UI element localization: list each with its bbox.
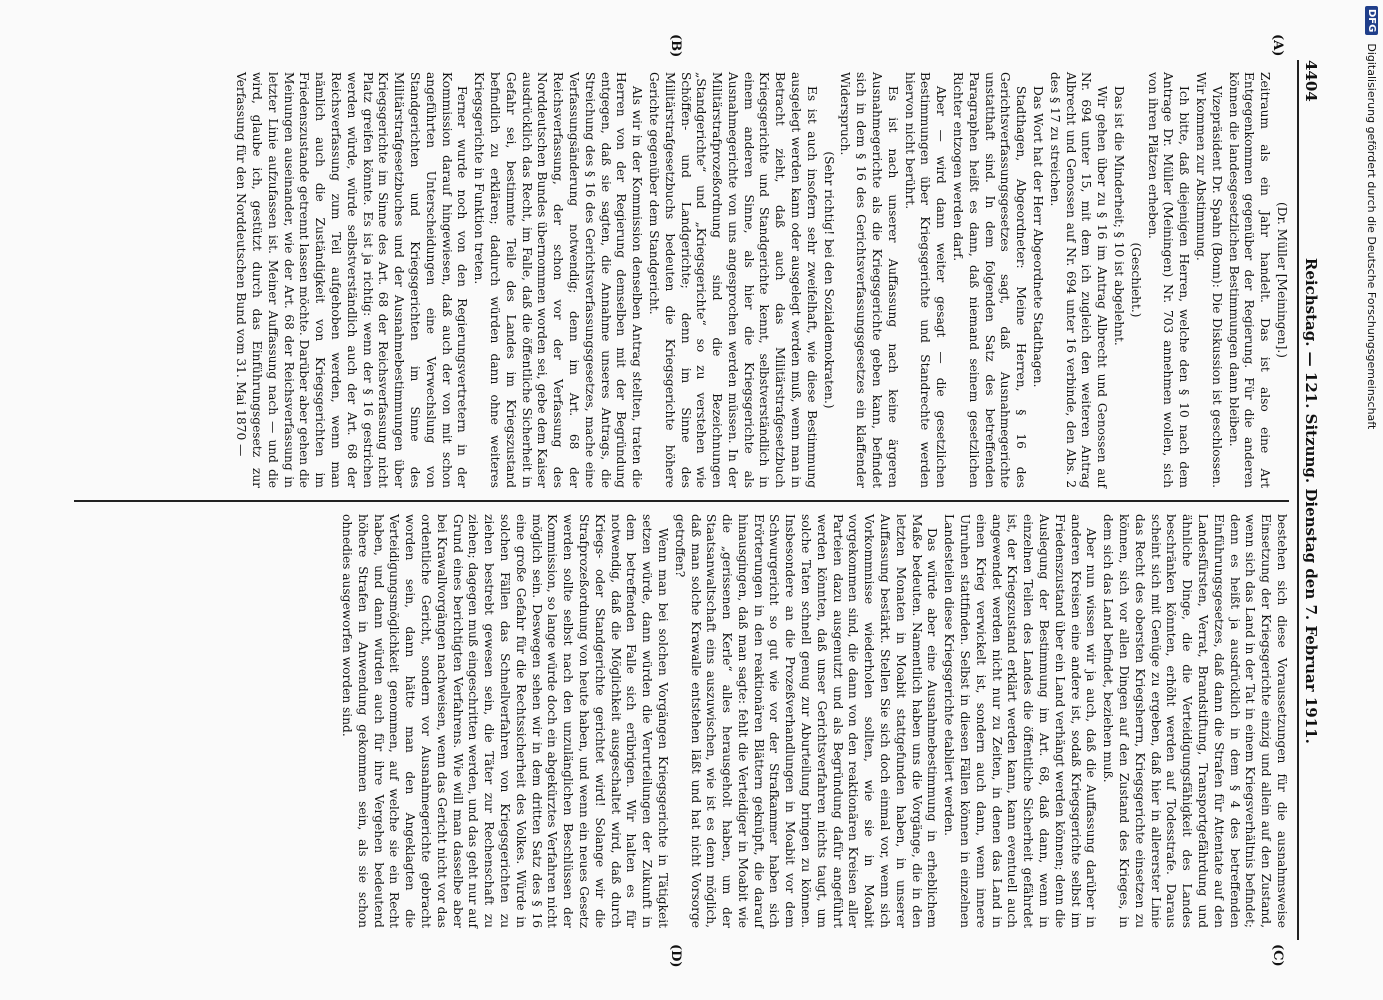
credit-text: Digitalisierung gefördert durch die Deutsche Forschungsgemeinschaft [1365,43,1379,430]
paragraph: Ferner wurde noch von den Regierungsvertretern in der Kommission darauf hingewiesen, daß auch der von mit schon angeführten Unterscheidungen eine Verwechslung von Standgerichten und Kriegsgerichten im Sinne des Militärstrafgesetzbuches und der Ausnahmebestimmungen über Kriegsgerichte im Sinne des Art. 68 der Reichsverfassung nicht Platz greifen könnte. Es ist ja richtig: wenn der § 16 gestrichen werden würde, würde selbstverständlich auch der Art. 68 der Reichsverfassung zum Teil aufgehoben werden, wenn man nämlich auch die Zuständigkeit von Kriegsgerichten im Friedenszustande getrennt lassen möchte. Darüber aber gehen die Meinungen auseinander, wie der Art. 68 der Reichsverfassung in letzter Linie aufzufassen ist. Meiner Auffassung nach — und die wird, glaube ich, gestützt durch das Einführungsgesetz zur Verfassung für den Norddeutschen Bund vom 31. Mai 1870 — [234,72,470,488]
paragraph: Aber nun wissen wir ja auch, daß die Auffassung darüber in anderen Kreisen eine andere ist, sodaß Kriegsgerichte selbst im Friedenszustand über ein Land verhängt werden können; denn die Auslegung der Bestimmung im Art. 68, daß dann, wenn in einzelnen Teilen des Landes die öffentliche Sicherheit gefährdet ist, der Kriegszustand erklärt werden kann, kann eventuell auch angewendet werden nicht nur zu Zeiten, in denen das Land in einen Krieg verwickelt ist, sondern auch dann, wenn innere Unruhen stattfinden. Selbst in diesen Fällen können in einzelnen Landesteilen diese Kriegsgerichte etabliert werden. [942,514,1099,928]
paragraph: Zeitraum als ein Jahr handelt. Das ist also eine Art Entgegenkommen gegenüber der Regierung. Für die anderen können die landesgesetzlichen Bestimmungen dann bleiben. [1226,72,1273,488]
margin-marker-a: (A) [1270,34,1285,57]
stage-direction: (Sehr richtig! bei den Sozialdemokraten.) [821,151,836,409]
paragraph: Es ist auch insofern sehr zweifelhaft, wie diese Bestimmung ausgelegt werden kann oder ausgelegt werden muß, wenn man in Betracht zieht, daß auch das Militärstrafgesetzbuch Kriegsgerichte und Standgerichte kennt, selbstverständlich in einem anderen Sinne, als hier die Kriegsgerichte als Ausnahmegerichte von uns angesprochen werden müssen. In der Militärstrafprozeßordnung sind die Bezeichnungen „Standgerichte“ und „Kriegsgerichte“ so zu verstehen wie Schöffen- und Landgerichte; denn im Sinne des Militärstrafgesetzbuchs bedeuten die Kriegsgerichte höhere Gerichte gegenüber dem Standgericht. [646,72,819,488]
text-columns [74,60,1289,940]
page-header [1297,60,1323,940]
left-column [74,60,1289,500]
margin-marker-d: (D) [668,944,683,968]
paragraph: Das Wort hat der Herr Abgeordnete Stadthagen. [1031,86,1046,388]
paragraph: Ich bitte, daß diejenigen Herren, welche den § 10 nach dem Antrage Dr. Müller (Meiningen) Nr. 703 annehmen wollen, sich von ihren Plätzen erheben. [1145,72,1192,488]
paragraph: Aber — wird dann weiter gesagt — die gesetzlichen Bestimmungen über Kriegsgerichte und Standrechte werden hiervon nicht berührt. [902,72,949,488]
paragraph: Vizepräsident Dr. Spahn (Bonn): Die Diskussion ist geschlossen. Wir kommen zur Abstimmung. [1194,72,1224,488]
paragraph: Als wir in der Kommission denselben Antrag stellten, traten die Herren von der Regierung demselben mit der Begründung entgegen, daß sie sagten, die Annahme unseres Antrags, die Streichung des § 16 des Gerichtsverfassungsgesetzes, mache eine Verfassungsänderung notwendig; denn im Art. 68 der Reichsverfassung, der schon vor der Verfassung des Norddeutschen Bundes übernommen worden sei, gebe dem Kaiser ausdrücklich das Recht, im Falle, daß die öffentliche Sicherheit in Gefahr sei, bestimmte Teile des Landes im Kriegszustand befindlich zu erklären; dadurch würden dann ohne weiteres Kriegsgerichte in Funktion treten. [472,72,645,488]
paragraph: Wir gehen über zu § 16 im Antrag Albrecht und Genossen auf Nr. 694 unter 15, mit dem ich zugleich den weiteren Antrag Albrecht und Genossen auf Nr. 694 unter 16 verbinde, den Abs. 2 des § 17 zu streichen. [1047,72,1110,488]
right-column [74,500,1289,940]
margin-marker-c: (C) [1270,944,1285,967]
margin-marker-b: (B) [668,34,683,58]
paragraph: Es ist nach unserer Auffassung nach keine ärgeren Ausnahmegerichte als die Kriegsgerichte geben kann, befindet sich in dem § 16 des Gerichtsverfassungsgesetzes ein klaffender Widerspruch. [838,72,900,488]
digitization-credit [1361,0,1383,1000]
paragraph: Das würde aber eine Ausnahmebestimmung in erheblichem Maße bedeuten. Namentlich haben uns die Vorgänge, die in den letzten Monaten in Moabit stattgefunden haben, in unserer Auffassung bestärkt. Stellen Sie sich doch einmal vor, wenn sich Vorkommnisse wiederholen sollten, wie sie in Moabit vorgekommen sind, die dann von den reaktionären Kreisen aller Parteien dazu ausgenutzt und als Begründung dafür angeführt werden könnten, daß unser Gerichtsverfahren nichts taugt, um solche Taten schnell genug zur Aburteilung bringen zu können. Insbesondere an die Prozeßverhandlungen in Moabit vor dem Schwurgericht so gut wie vor der Strafkammer haben sich Erörterungen in den reaktionären Blättern geknüpft, die darauf hinausgingen, daß man sagte: fehlt die Verteidiger in Moabit wie die „gerissenen Kerle“ alles herausgeholt haben, um der Staatsanwaltschaft eins auszuwischen, wie ist es denn möglich, daß man solche Krawalle entstehen läßt und hat nicht Vorsorge getroffen? [672,514,940,928]
paragraph: Stadthagen, Abgeordneter: Meine Herren, § 16 des Gerichtsverfassungsgesetzes sagt, daß Ausnahmegerichte unstatthaft sind. In dem folgenden Satz des betreffenden Paragraphen heißt es dann, daß niemand seinem gesetzlichen Richter entzogen werden darf. [951,72,1029,488]
stage-direction: (Geschieht.) [1128,242,1143,318]
running-head: Reichstag. — 121. Sitzung. Dienstag den 7. Februar 1911. [1302,257,1320,744]
dfg-logo: DFG [1366,6,1379,35]
speaker-note: (Dr. Müller [Meiningen].) [1275,202,1289,358]
page-number: 4404 [1302,60,1320,102]
paragraph: Wenn man bei solchen Vorgängen Kriegsgerichte in Tätigkeit setzen würde, dann würden die Verurteilungen der Zukunft in dem betreffenden Falle sich erübrigen. Wir halten es für notwendig, daß die Möglichkeit ausgeschaltet wird, daß durch Kriegs- oder Standgerichte gerichtet wird! Solange wir die Strafprozeßordnung von heute haben, und wenn ein neues Gesetz werden sollte selbst nach den unzulänglichen Beschlüssen der Kommission, so lange würde doch ein abgekürztes Verfahren nicht möglich sein. Deswegen sehen wir in dem dritten Satz des § 16 eine große Gefahr für die Rechtssicherheit des Volkes. Würde in solchen Fällen das Schnellverfahren von Kriegsgerichten zu ziehen bestrebt gewesen sein, die Täter zur Rechenschaft zu ziehen; dagegen muß eingeschritten werden, und das geht nur auf Grund eines berichtigten Verfahrens. Wie will man dasselbe aber bei Krawallvorgängen nachweisen, wenn das Gericht nicht vor das ordentliche Gericht, sondern vor Ausnahmegerichte gebracht worden sein, dann hätte man den Angeklagten die Verteidigungsmöglichkeit genommen, auf welche sie ein Recht haben, und dann würden auch für ihre Vergehen bedeutend höhere Strafen in Anwendung gekommen sein, als sie schon ohnedies ausgeworfen worden sind. [339,514,670,928]
paragraph: bestehen sich diese Voraussetzungen für die ausnahmsweise Einsetzung der Kriegsgerichte einzig und allein auf den Zustand, wenn sich das Land in der Tat in einem Kriegsverhältnis befindet; denn es heißt ja ausdrücklich in dem § 4 des betreffenden Einführungsgesetzes, daß dann die Strafen für Attentate auf den Landesfürsten, Verrat, Brandstiftung, Transportgefährdung und ähnliche Dinge, die die Verteidigungsfähigkeit des Landes beschränken könnten, erhöht werden auf Todesstrafe. Daraus scheint sich mit Genüge zu ergeben, daß hier in allererster Linie das Recht des obersten Kriegsherrn, Kriegsgerichte einsetzen zu können, sich vor allen Dingen auf den Zustand des Krieges, in dem sich das Land befindet, beziehen muß. [1101,514,1289,928]
paragraph: Das ist die Minderheit; § 10 ist abgelehnt. [1112,86,1127,346]
